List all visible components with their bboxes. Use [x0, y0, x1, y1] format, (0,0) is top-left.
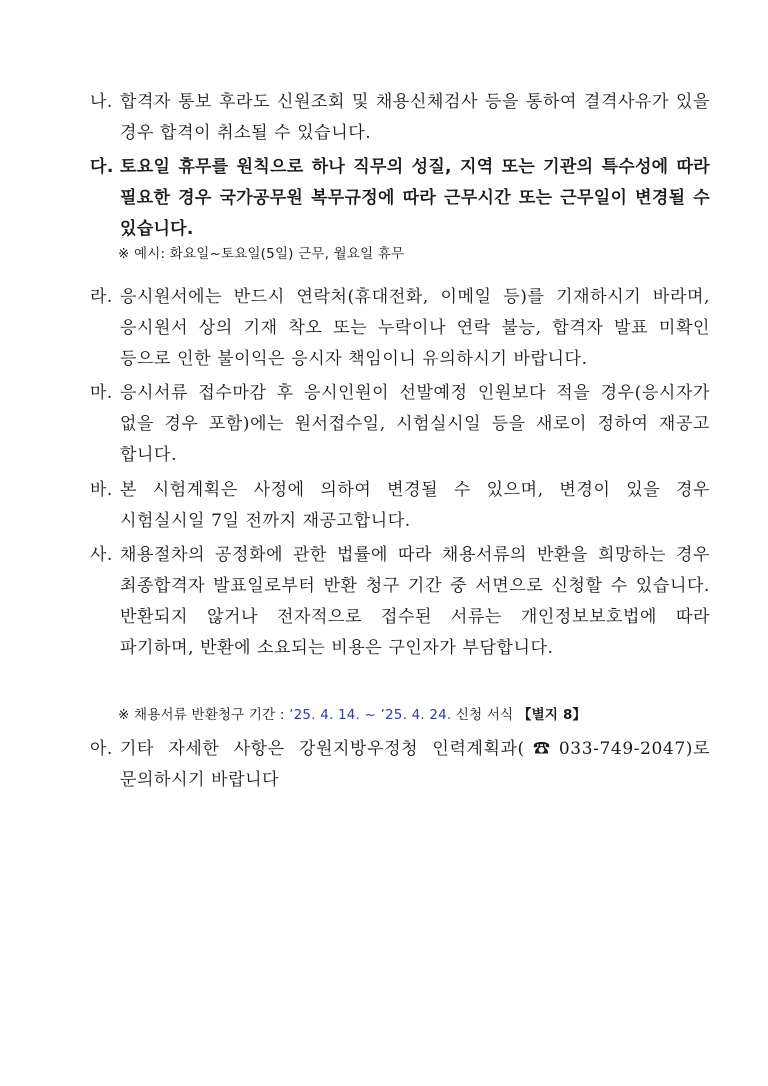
- list-item-da: [90, 152, 710, 245]
- list-item-ma: [90, 378, 710, 471]
- list-item-text: 응시원서에는 반드시 연락처(휴대전화, 이메일 등)를 기재하시기 바라며, 응시원서 상의 기재 착오 또는 누락이나 연락 불능, 합격자 발표 미확인 등으로 인한 불이익은 응시자 책임이니 유의하시기 바랍니다.: [120, 287, 710, 369]
- list-item-ra: [90, 282, 710, 375]
- list-item-na: [90, 87, 710, 149]
- list-marker: 사.: [90, 545, 113, 565]
- note-work-example: ※ 예시: 화요일~토요일(5일) 근무, 월요일 휴무: [118, 246, 405, 262]
- note-return-middle: 신청 서식: [451, 707, 518, 723]
- note-return-period: [118, 705, 586, 725]
- list-marker: 라.: [90, 287, 113, 307]
- list-marker: 다.: [90, 157, 114, 177]
- list-item-ba: [90, 475, 710, 537]
- list-item-a: [90, 734, 710, 796]
- list-item-text: 응시서류 접수마감 후 응시인원이 선발예정 인원보다 적을 경우(응시자가 없을 경우 포함)에는 원서접수일, 시험실시일 등을 새로이 정하여 재공고 합니다.: [120, 383, 710, 465]
- list-item-text: 본 시험계획은 사정에 의하여 변경될 수 있으며, 변경이 있을 경우 시험실시일 7일 전까지 재공고합니다.: [120, 480, 710, 531]
- list-marker: 나.: [90, 92, 113, 112]
- note-return-form: 【별지 8】: [517, 707, 587, 723]
- list-marker: 마.: [90, 383, 113, 403]
- note-return-dates: ’25. 4. 14. ~ ’25. 4. 24.: [289, 707, 452, 723]
- list-marker: 아.: [90, 739, 113, 759]
- list-item-text: 기타 자세한 사항은 강원지방우정청 인력계획과(☎033-749-2047)로 문의하시기 바랍니다: [120, 739, 710, 790]
- list-item-sa: [90, 540, 710, 664]
- list-item-text: 합격자 통보 후라도 신원조회 및 채용신체검사 등을 통하여 결격사유가 있을 경우 합격이 취소될 수 있습니다.: [120, 92, 710, 143]
- list-marker: 바.: [90, 480, 113, 500]
- list-item-text: 채용절차의 공정화에 관한 법률에 따라 채용서류의 반환을 희망하는 경우 최종합격자 발표일로부터 반환 청구 기간 중 서면으로 신청할 수 있습니다. 반환되지 않거나 전자적으로 접수된 서류는 개인정보보호법에 따라 파기하며, 반환에 소요되는 비용은 구인자가 부담합니다.: [120, 545, 710, 658]
- note-return-prefix: ※ 채용서류 반환청구 기간 :: [118, 707, 290, 723]
- list-item-text: 토요일 휴무를 원칙으로 하나 직무의 성질, 지역 또는 기관의 특수성에 따라 필요한 경우 국가공무원 복무규정에 따라 근무시간 또는 근무일이 변경될 수 있습니다.: [120, 157, 710, 239]
